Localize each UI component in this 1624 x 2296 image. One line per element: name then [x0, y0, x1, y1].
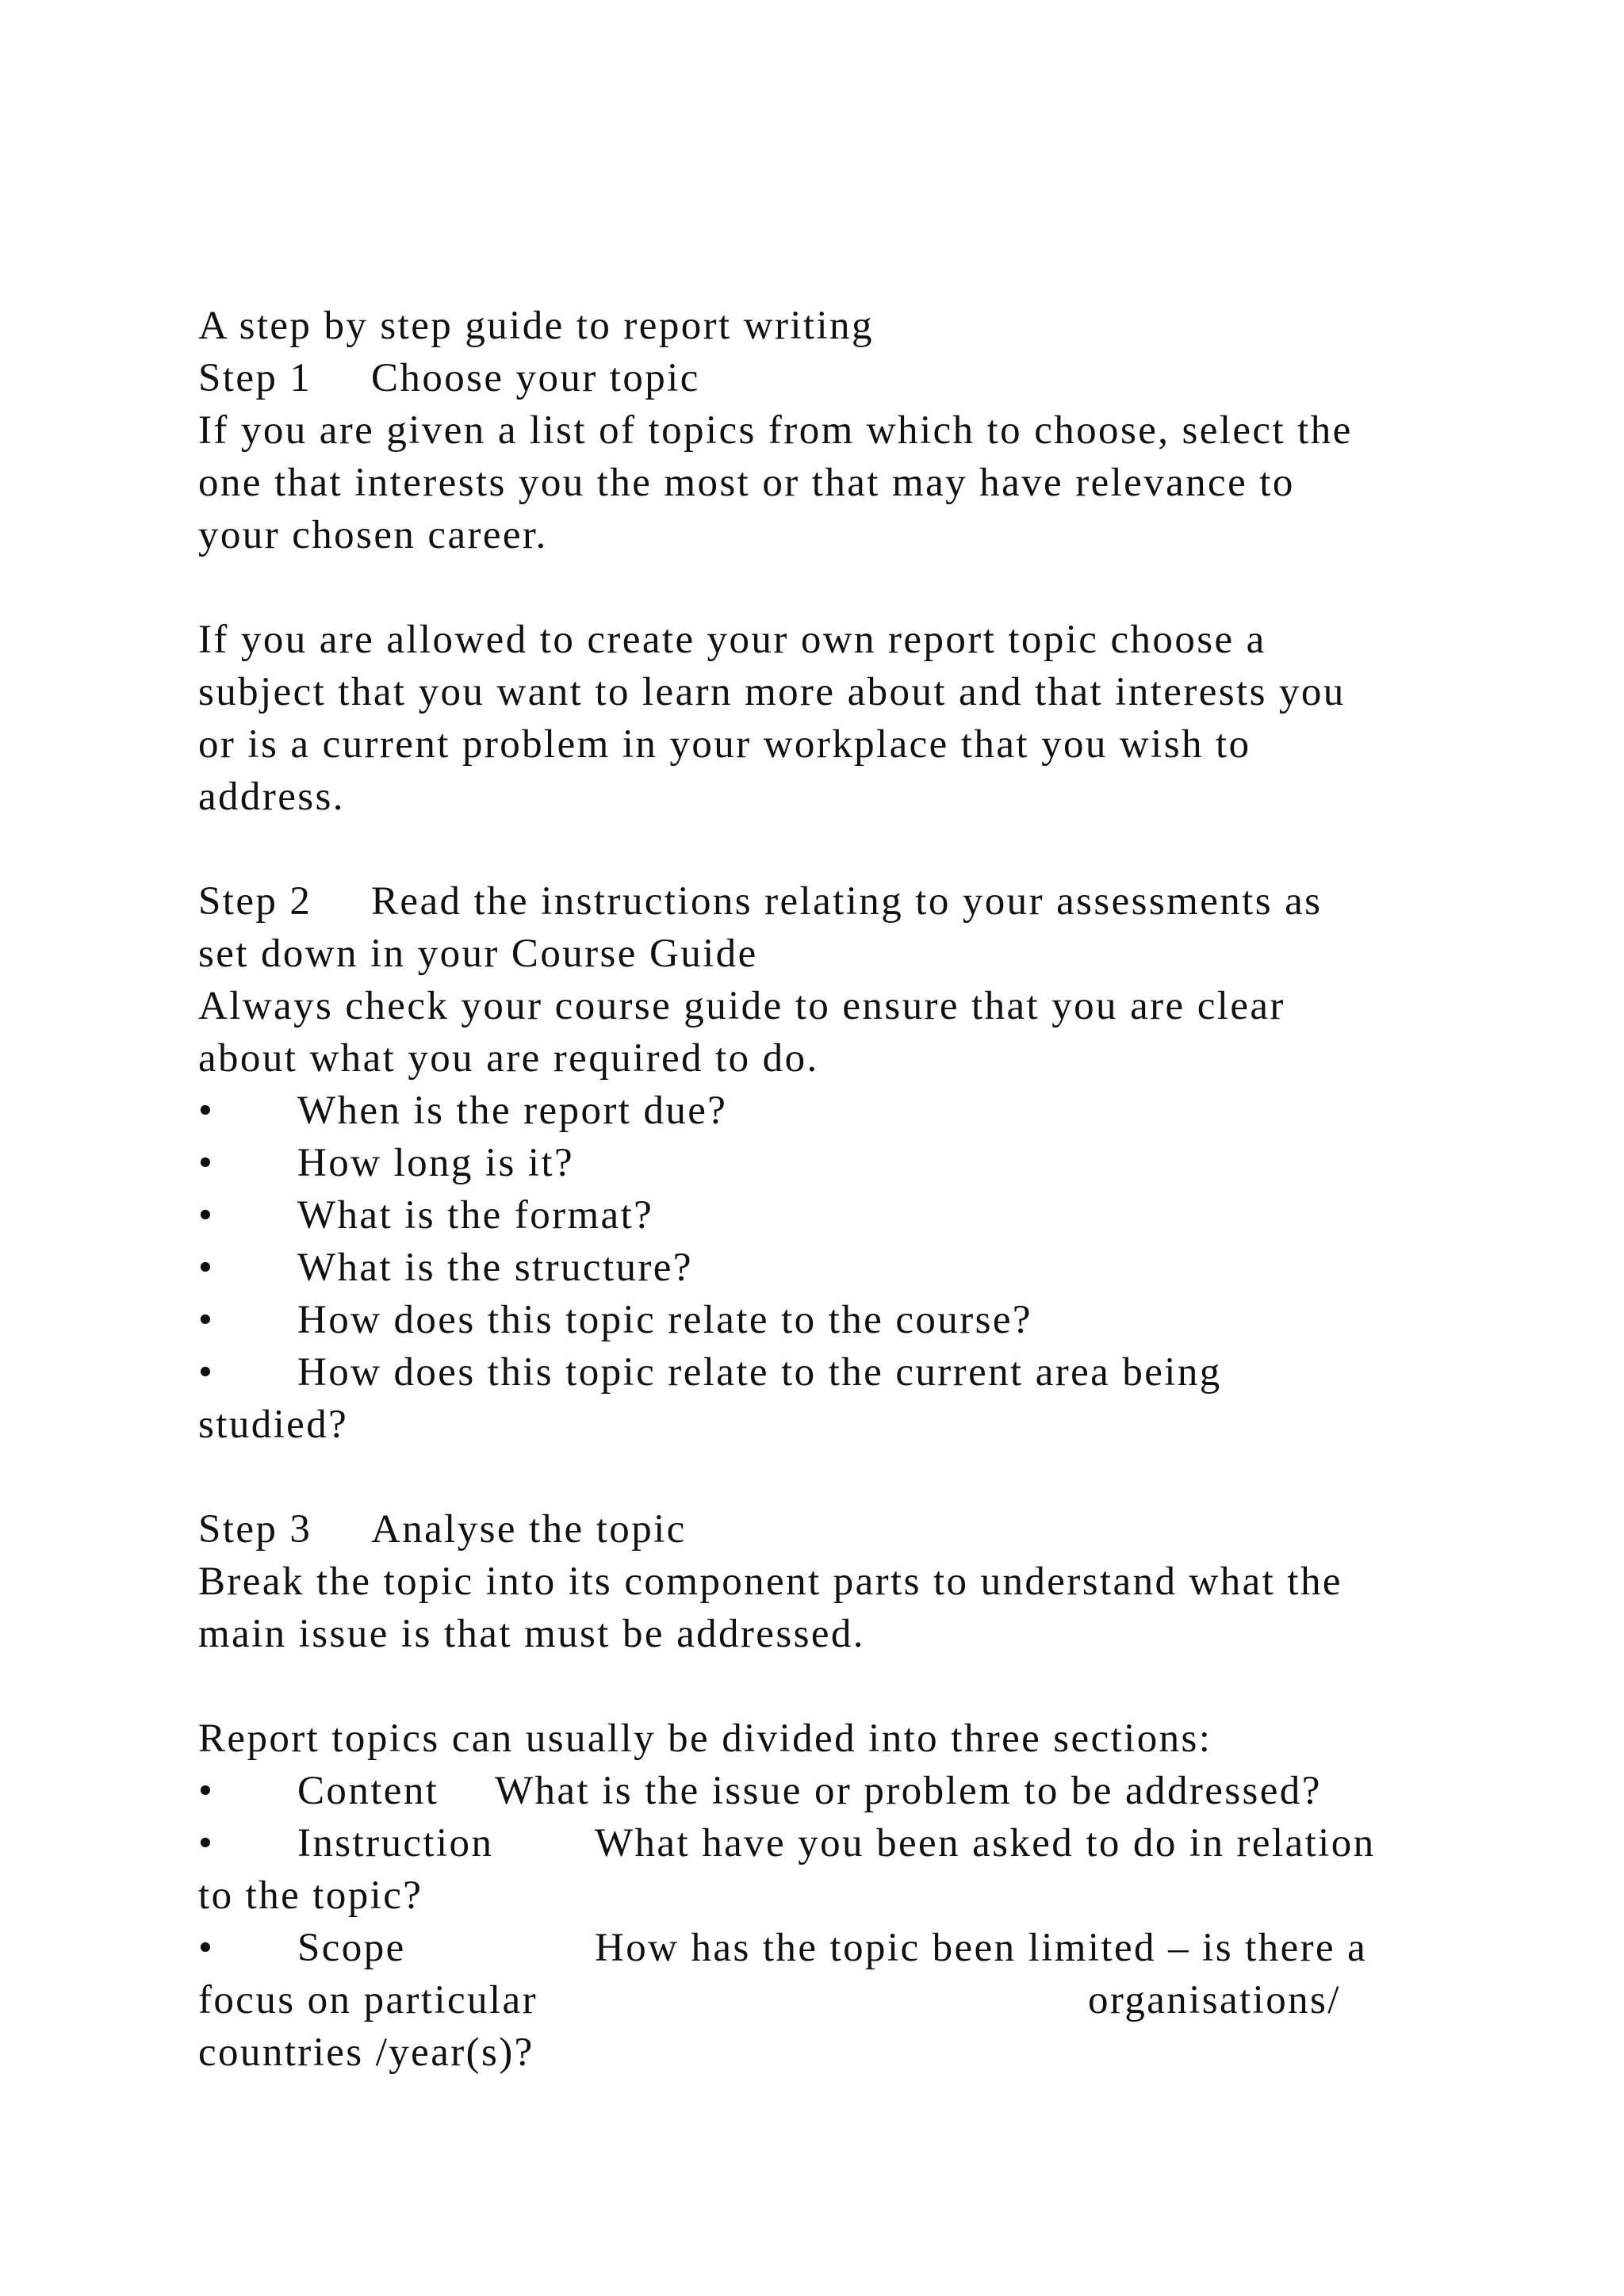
step1-para2-line: If you are allowed to create your own report topic choose a — [198, 618, 1266, 662]
bullet-icon: • — [198, 1926, 215, 1970]
section-term: Scope — [297, 1926, 406, 1970]
section-text: What is the issue or problem to be addressed? — [495, 1769, 1322, 1813]
step3-label: Analyse the topic — [371, 1507, 687, 1552]
step1-label: Choose your topic — [371, 356, 700, 400]
step3-para-line: main issue is that must be addressed. — [198, 1612, 865, 1656]
step1-para2-line: subject that you want to learn more about and that interests you — [198, 670, 1346, 714]
bullet-text: How long is it? — [297, 1141, 575, 1185]
step1-para2-line: or is a current problem in your workplace that you wish to — [198, 722, 1251, 767]
bullet-icon: • — [198, 1298, 215, 1342]
section-term: Content — [297, 1769, 439, 1813]
bullet-icon: • — [198, 1821, 215, 1866]
step3-number: Step 3 — [198, 1507, 312, 1552]
step2-para-line: about what you are required to do. — [198, 1036, 819, 1081]
section-text: What have you been asked to do in relation — [595, 1821, 1376, 1866]
step2-para-line: Always check your course guide to ensure that you are clear — [198, 984, 1285, 1028]
section-text: How has the topic been limited – is there a — [595, 1926, 1368, 1970]
step1-para1-line: your chosen career. — [198, 513, 548, 557]
bullet-icon: • — [198, 1769, 215, 1813]
bullet-wrap-text: studied? — [198, 1402, 349, 1447]
section-term: Instruction — [297, 1821, 494, 1866]
bullet-text: When is the report due? — [297, 1089, 728, 1133]
step1-number: Step 1 — [198, 356, 312, 400]
step1-para1-line: one that interests you the most or that may have relevance to — [198, 461, 1295, 505]
bullet-icon: • — [198, 1089, 215, 1133]
document-title: A step by step guide to report writing — [198, 304, 874, 348]
step1-para1-line: If you are given a list of topics from which to choose, select the — [198, 408, 1353, 453]
bullet-icon: • — [198, 1246, 215, 1290]
step2-number: Step 2 — [198, 879, 312, 924]
bullet-icon: • — [198, 1193, 215, 1238]
step2-label: Read the instructions relating to your assessments as — [371, 879, 1323, 924]
section-wrap-text: countries /year(s)? — [198, 2030, 534, 2075]
section-wrap-left: focus on particular — [198, 1978, 538, 2022]
bullet-icon: • — [198, 1350, 215, 1395]
sections-intro: Report topics can usually be divided into three sections: — [198, 1716, 1212, 1761]
step1-para2-line: address. — [198, 775, 345, 819]
step2-heading-continuation: set down in your Course Guide — [198, 932, 758, 976]
bullet-text: What is the structure? — [297, 1246, 693, 1290]
bullet-text: What is the format? — [297, 1193, 654, 1238]
section-wrap-text: to the topic? — [198, 1873, 423, 1918]
section-wrap-right: organisations/ — [1088, 1978, 1341, 2022]
bullet-text: How does this topic relate to the current area being — [297, 1350, 1222, 1395]
bullet-icon: • — [198, 1141, 215, 1185]
bullet-text: How does this topic relate to the course? — [297, 1298, 1032, 1342]
step3-para-line: Break the topic into its component parts to understand what the — [198, 1559, 1342, 1604]
